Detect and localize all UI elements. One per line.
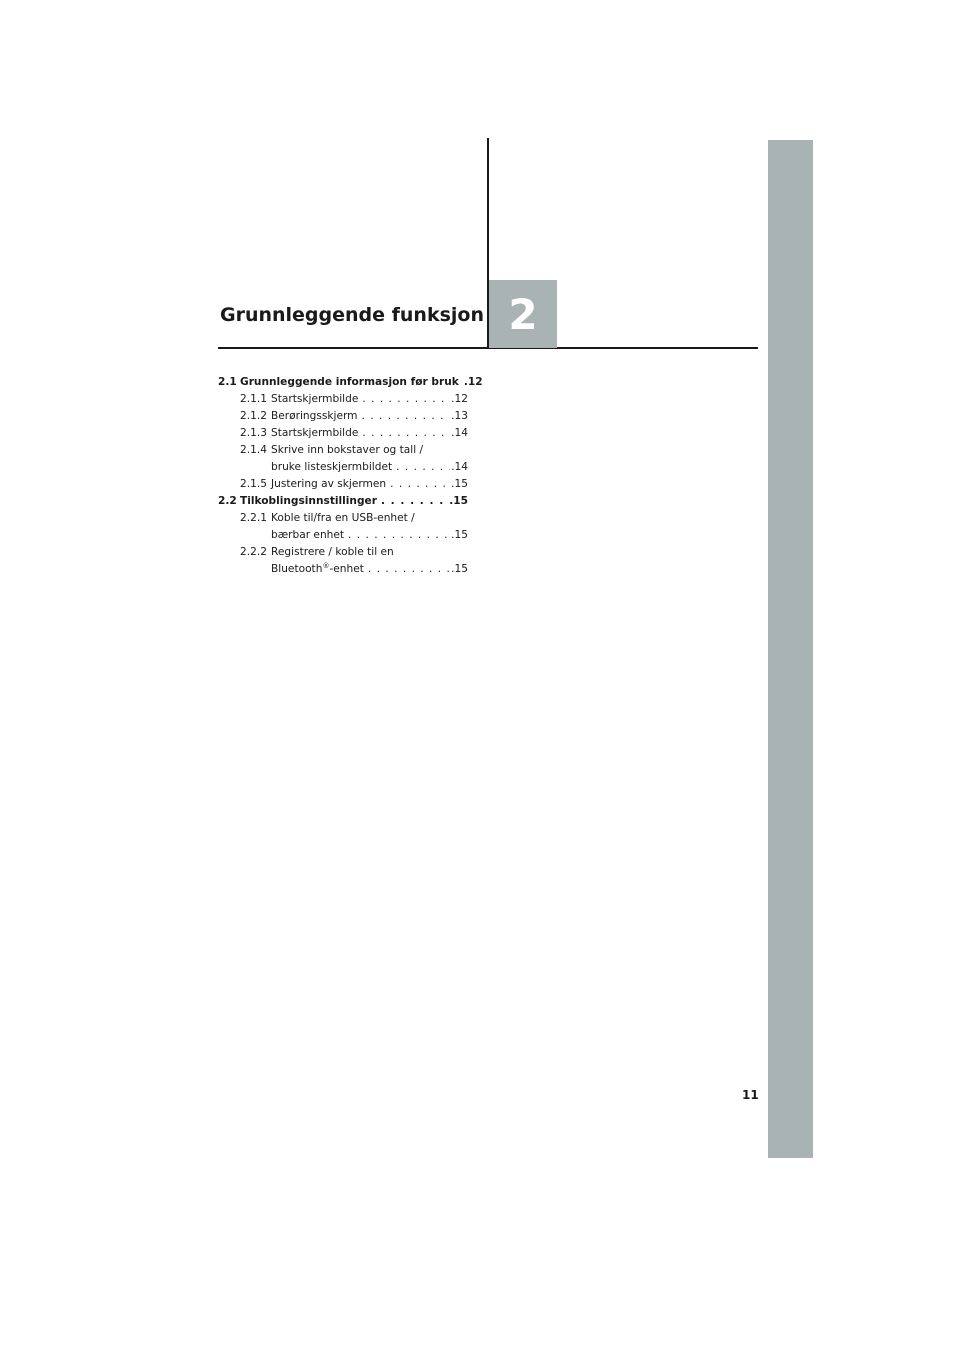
toc-title-continued: bærbar enhet	[271, 529, 345, 541]
toc-entry-2-1-1[interactable]	[218, 391, 468, 408]
bluetooth-text: Bluetooth	[271, 563, 323, 575]
toc-title: Startskjermbilde	[271, 393, 359, 405]
page-number: 11	[742, 1088, 759, 1102]
toc-title-suffix: -enhet	[329, 563, 364, 575]
table-of-contents	[218, 374, 483, 578]
leader-dots	[377, 493, 448, 510]
toc-title-continued	[271, 561, 364, 578]
toc-number: 2.1.3	[240, 427, 267, 439]
toc-page: .12	[451, 393, 468, 405]
leader-dots	[358, 391, 450, 408]
leader-dots	[344, 527, 450, 544]
chapter-number-box	[489, 280, 557, 348]
toc-number: 2.1.2	[240, 410, 267, 422]
toc-entry-2-2-1[interactable]	[218, 510, 468, 544]
toc-entry-2-1[interactable]	[218, 374, 483, 391]
toc-number: 2.1	[218, 376, 237, 388]
toc-number: 2.2.1	[240, 512, 267, 524]
leader-dots	[364, 561, 450, 578]
toc-title: Berøringsskjerm	[271, 410, 358, 422]
toc-number: 2.1.4	[240, 444, 267, 456]
toc-page: .14	[451, 427, 468, 439]
leader-dots	[358, 425, 450, 442]
toc-number: 2.2	[218, 495, 237, 507]
leader-dots	[357, 408, 450, 425]
leader-dots	[392, 459, 450, 476]
toc-entry-2-2-2[interactable]	[218, 544, 468, 578]
toc-title: Tilkoblingsinnstillinger	[240, 495, 377, 507]
toc-title: Registrere / koble til en	[271, 546, 394, 558]
chapter-title: Grunnleggende funksjon	[219, 304, 484, 326]
toc-title: Skrive inn bokstaver og tall /	[271, 444, 424, 456]
horizontal-rule	[218, 347, 758, 349]
toc-page: .14	[451, 461, 468, 473]
toc-title: Justering av skjermen	[271, 478, 387, 490]
toc-entry-2-1-4[interactable]	[218, 442, 468, 476]
toc-title: Koble til/fra en USB-enhet /	[271, 512, 415, 524]
registered-trademark: ®	[322, 562, 330, 570]
toc-page: .13	[451, 410, 468, 422]
toc-number: 2.1.5	[240, 478, 267, 490]
chapter-side-tab	[768, 140, 813, 1158]
toc-entry-2-1-5[interactable]	[218, 476, 468, 493]
toc-title-continued: bruke listeskjermbildet	[271, 461, 393, 473]
toc-page: .15	[451, 529, 468, 541]
toc-title: Startskjermbilde	[271, 427, 359, 439]
toc-page: .12	[463, 376, 483, 388]
toc-page: .15	[449, 495, 468, 507]
toc-number: 2.2.2	[240, 546, 267, 558]
toc-entry-2-1-3[interactable]	[218, 425, 468, 442]
leader-dots	[386, 476, 450, 493]
toc-page: .15	[451, 478, 468, 490]
toc-entry-2-1-2[interactable]	[218, 408, 468, 425]
toc-number: 2.1.1	[240, 393, 267, 405]
toc-title: Grunnleggende informasjon før bruk	[240, 376, 459, 388]
toc-page: .15	[451, 563, 468, 575]
toc-entry-2-2[interactable]	[218, 493, 468, 510]
chapter-number: 2	[508, 289, 538, 339]
